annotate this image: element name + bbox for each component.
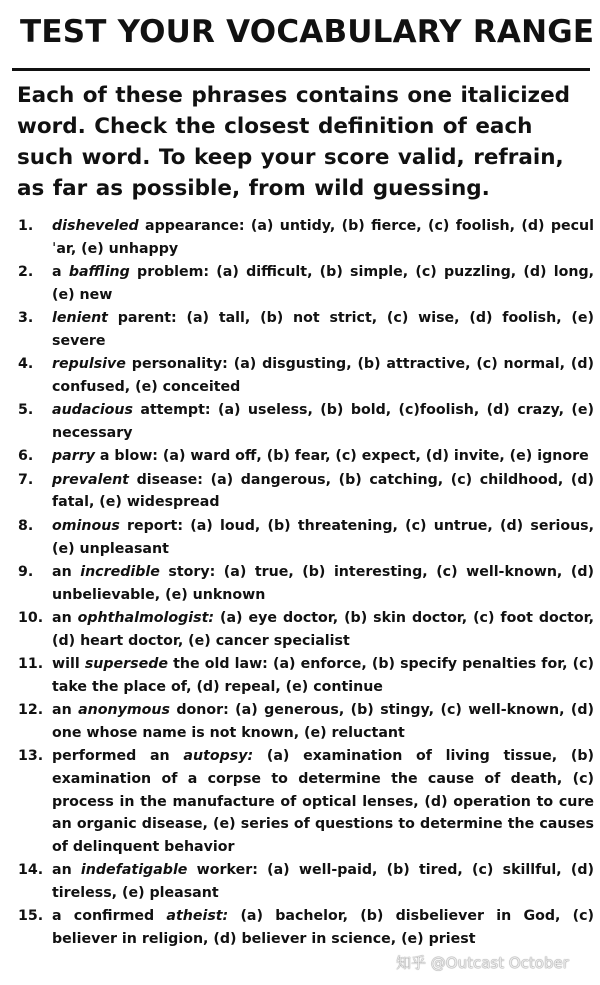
italic-vocabulary-word: supersede (84, 656, 168, 673)
question-prefix: an (52, 862, 81, 879)
italic-vocabulary-word: incredible (80, 564, 160, 581)
question-prefix: a confirmed (52, 908, 167, 925)
question-list (18, 215, 594, 951)
question-choices: disease: (a) dangerous, (b) catching, (c) childhood, (d) fatal, (e) widespread (52, 471, 594, 511)
italic-vocabulary-word: prevalent (52, 471, 129, 488)
question-choices: the old law: (a) enforce, (b) specify penalties for, (c) take the place of, (d) repeal, (e) continue (52, 656, 594, 695)
question-choices: (a) bachelor, (b) disbeliever in God, (c) believer in religion, (d) believer in science, (e) priest (52, 908, 594, 947)
question-item (18, 859, 594, 904)
question-number: 8. (18, 517, 34, 534)
question-choices: problem: (a) difficult, (b) simple, (c) puzzling, (d) long, (e) new (52, 264, 594, 303)
question-choices: appearance: (a) untidy, (b) fierce, (c) foolish, (d) peculˈar, (e) unhappy (52, 218, 594, 257)
question-prefix: an (52, 564, 81, 581)
question-number: 6. (18, 448, 34, 465)
question-item (18, 561, 594, 606)
question-prefix: an (52, 702, 79, 719)
question-choices: parent: (a) tall, (b) not strict, (c) wise, (d) foolish, (e) severe (52, 310, 594, 349)
italic-vocabulary-word: atheist: (166, 908, 229, 925)
question-choices: worker: (a) well-paid, (b) tired, (c) skillful, (d) tireless, (e) pleasant (52, 862, 594, 901)
question-number: 14. (18, 862, 44, 879)
question-choices: (a) examination of living tissue, (b) examination of a corpse to determine the cause of death, (c) process in the manufacture of optical lenses, (d) operation to cure an organic disease, (e) series of questions to determine the causes of delinquent behavior (52, 748, 594, 855)
instructions: Each of these phrases contains one italicized word. Check the closest definition of each such word. To keep your score valid, refrain, as far as possible, from wild guessing. (17, 83, 571, 201)
question-number: 9. (18, 564, 34, 581)
question-item (18, 445, 594, 468)
question-item (18, 515, 594, 560)
question-item (18, 399, 594, 444)
italic-vocabulary-word: ominous (52, 517, 120, 534)
question-number: 13. (18, 748, 44, 765)
question-number: 1. (18, 218, 34, 234)
question-choices: report: (a) loud, (b) threatening, (c) untrue, (d) serious, (e) unpleasant (52, 517, 594, 557)
page-title: TEST YOUR VOCABULARY RANGE (20, 14, 595, 50)
question-number: 12. (18, 702, 44, 719)
question-item (18, 745, 594, 858)
question-choices: donor: (a) generous, (b) stingy, (c) well-known, (d) one whose name is not known, (e) reluctant (52, 702, 594, 741)
italic-vocabulary-word: autopsy: (183, 748, 254, 765)
question-number: 4. (18, 356, 34, 373)
question-number: 2. (18, 264, 34, 281)
title-divider (12, 68, 590, 71)
question-item (18, 353, 594, 398)
italic-vocabulary-word: anonymous (78, 702, 170, 719)
question-number: 10. (18, 610, 44, 627)
italic-vocabulary-word: audacious (52, 402, 133, 419)
italic-vocabulary-word: indefatigable (80, 862, 188, 879)
italic-vocabulary-word: repulsive (52, 356, 126, 373)
question-item (18, 307, 594, 352)
question-choices: attempt: (a) useless, (b) bold, (c)foolish, (d) crazy, (e) necessary (52, 402, 594, 441)
question-prefix: a (52, 264, 69, 281)
question-number: 11. (18, 656, 44, 673)
italic-vocabulary-word: disheveled (52, 218, 139, 234)
italic-vocabulary-word: ophthalmologist: (77, 610, 215, 627)
question-number: 7. (18, 471, 34, 488)
question-choices: (a) eye doctor, (b) skin doctor, (c) foot doctor, (d) heart doctor, (e) cancer specialist (52, 610, 594, 649)
question-prefix: performed an (52, 748, 184, 765)
question-choices: a blow: (a) ward off, (b) fear, (c) expect, (d) invite, (e) ignore (94, 448, 589, 465)
italic-vocabulary-word: lenient (52, 310, 108, 327)
question-number: 5. (18, 402, 34, 419)
question-prefix: an (52, 610, 78, 627)
italic-vocabulary-word: parry (52, 448, 95, 465)
question-item (18, 261, 594, 306)
italic-vocabulary-word: baffling (68, 264, 130, 281)
question-choices: personality: (a) disgusting, (b) attractive, (c) normal, (d) confused, (e) conceited (52, 356, 594, 395)
question-item (18, 905, 594, 950)
question-item (18, 215, 594, 260)
question-item (18, 469, 594, 514)
question-item (18, 699, 594, 744)
question-choices: story: (a) true, (b) interesting, (c) well-known, (d) unbelievable, (e) unknown (52, 564, 594, 603)
watermark: 知乎 @Outcast October (396, 954, 569, 972)
question-item (18, 653, 594, 698)
question-prefix: will (52, 656, 85, 673)
question-number: 3. (18, 310, 34, 327)
question-number: 15. (18, 908, 44, 925)
question-item (18, 607, 594, 652)
